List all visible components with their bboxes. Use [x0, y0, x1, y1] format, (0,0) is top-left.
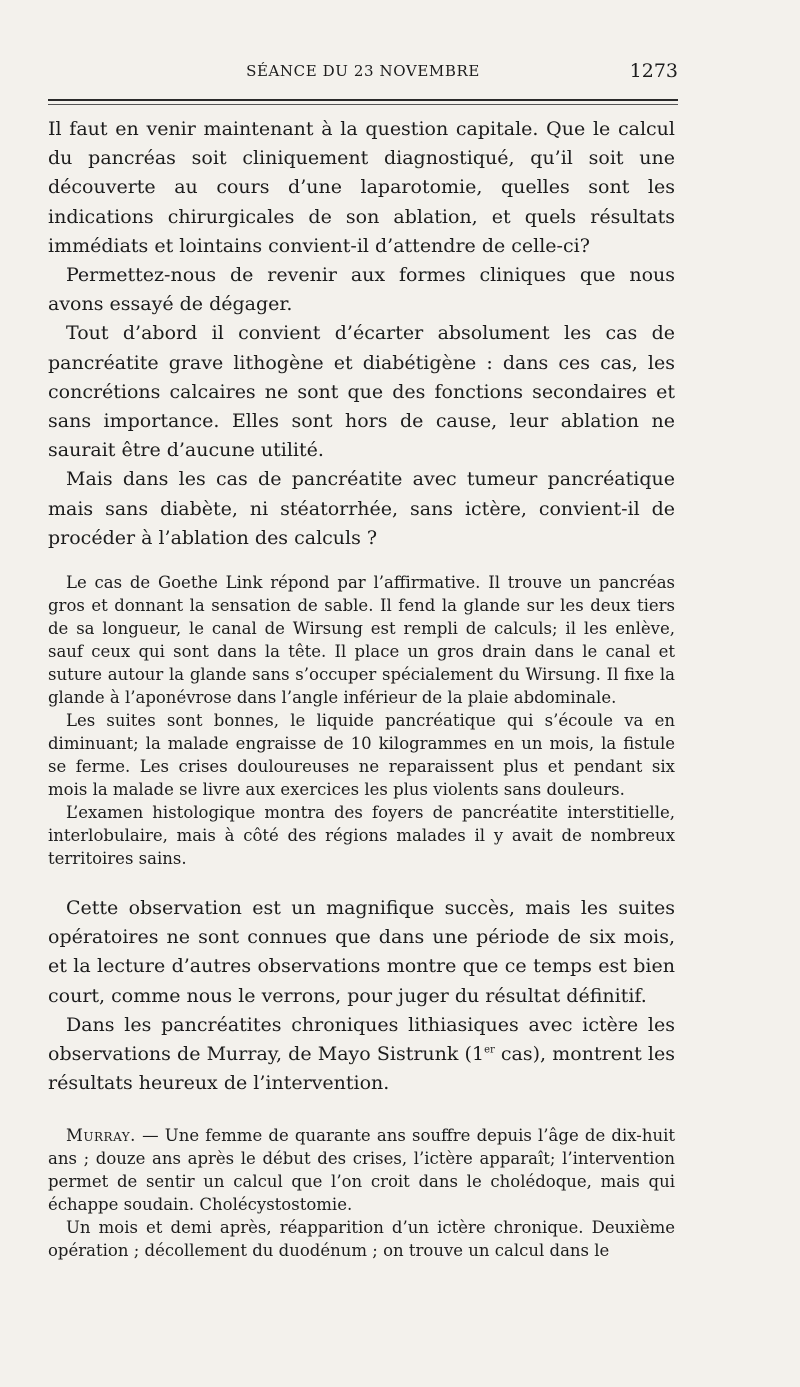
- paragraph-success: Cette observation est un magnifique succès, mais les suites opératoires ne sont connues que dans une période de six mois, et la lecture d’autres observations montre que ce temps est bien court, comme nous le verrons, pour juger du résultat définitif.: [48, 897, 675, 1007]
- header-rule: [48, 99, 678, 101]
- ordinal-superscript: er: [484, 1044, 495, 1056]
- p9-text-start: Dans les pancréatites chroniques lithiasiques avec ictère les observations de Murray, de Mayo Sistrunk (1: [48, 1013, 675, 1066]
- paragraph-grave-pancreatitis: Tout d’abord il convient d’écarter absolument les cas de pancréatite grave lithogène et diabétigène : dans ces cas, les concrétions calcaires ne sont que des fonctions secondaires et sans importance. Elles sont hors de cause, leur ablation ne saurait être d’aucune utilité.: [48, 322, 675, 462]
- running-header: [48, 62, 678, 86]
- header-rule-thin: [48, 104, 678, 105]
- paragraph-goethe-link-case: Le cas de Goethe Link répond par l’affirmative. Il trouve un pancréas gros et donnant la sensation de sable. Il fend la glande sur les deux tiers de sa longueur, le canal de Wirsung est rempli de calculs; il les enlève, sauf ceux qui sont dans la tête. Il place un gros drain dans le canal et suture autour la glande sans s’occuper spécialement du Wirsung. Il fixe la glande à l’aponévrose dans l’angle inférieur de la plaie abdominale.: [48, 573, 675, 708]
- paragraph-histology: L’examen histologique montra des foyers de pancréatite interstitielle, interlobulaire, mais à côté des régions malades il y avait de nombreux territoires sains.: [48, 803, 675, 869]
- p9-text-end: cas), montrent les résultats heureux de l’intervention.: [48, 1043, 675, 1095]
- paragraph-murray-case: [48, 1124, 675, 1216]
- murray-case-text: — Une femme de quarante ans souffre depuis l’âge de dix-huit ans ; douze ans après le début des crises, l’ictère apparaît; l’intervention permet de sentir un calcul que l’on croit dans le cholédoque, mais qui échappe soudain. Cholécystostomie.: [48, 1126, 675, 1215]
- paragraph-tumor-cases: Mais dans les cas de pancréatite avec tumeur pancréatique mais sans diabète, ni stéatorrhée, sans ictère, convient-il de procéder à l’ablation des calculs ?: [48, 468, 675, 549]
- paragraph-second-operation: Un mois et demi après, réapparition d’un ictère chronique. Deuxième opération ; décollement du duodénum ; on trouve un calcul dans le: [48, 1218, 675, 1261]
- paragraph-outcomes: Les suites sont bonnes, le liquide pancréatique qui s’écoule va en diminuant; la malade engraisse de 10 kilogrammes en un mois, la fistule se ferme. Les crises douloureuses ne reparaissent plus et pendant six mois la malade se livre aux exercices les plus violents sans douleurs.: [48, 711, 675, 800]
- paragraph-clinical-forms: Permettez-nous de revenir aux formes cliniques que nous avons essayé de dégager.: [48, 264, 675, 316]
- paragraph-question: Il faut en venir maintenant à la question capitale. Que le calcul du pancréas soit cliniquement diagnostiqué, qu’il soit une découverte au cours d’une laparotomie, quelles sont les indications chirurgicales de son ablation, et quels résultats immédiats et lointains convient-il d’attendre de celle-ci?: [48, 118, 675, 257]
- paragraph-lithiasic-pancreatitis: [48, 1011, 675, 1099]
- page-number: 1273: [629, 60, 678, 82]
- author-name: Murray.: [66, 1126, 136, 1146]
- body-text: [48, 115, 675, 1262]
- header-title: SÉANCE DU 23 NOVEMBRE: [246, 62, 480, 80]
